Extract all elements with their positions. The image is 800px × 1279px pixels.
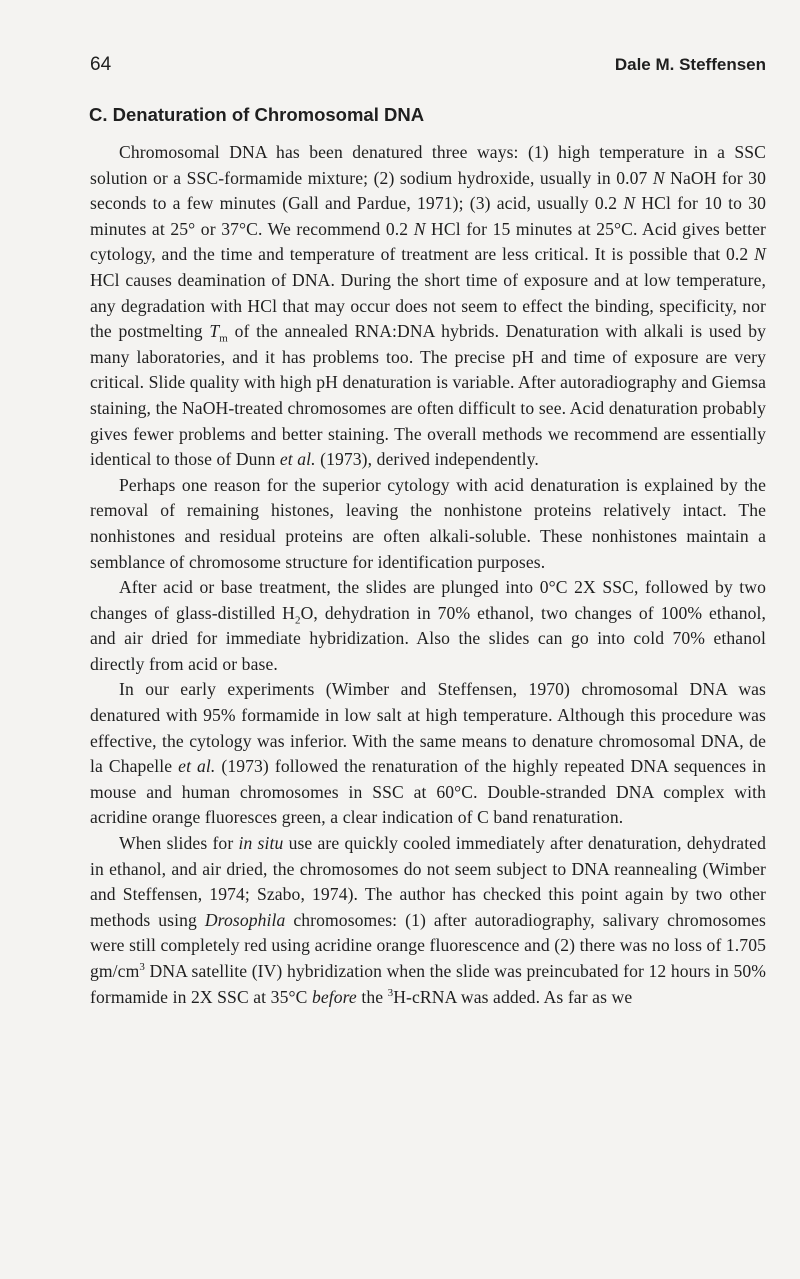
page-number: 64 [90, 54, 112, 75]
body-text [90, 140, 766, 1010]
running-author: Dale M. Steffensen [614, 55, 766, 74]
document-page [90, 54, 766, 1010]
paragraph-early-experiments: In our early experiments (Wimber and Steffensen, 1970) chromosomal DNA was denatured with 95% formamide in low salt at high temperature. Although this procedure was effective, the cytology was inferior. With the same means to denature chromosomal DNA, de la Chapelle et al. (1973) followed the renaturation of the highly repeated DNA sequences in mouse and human chromosomes in SSC at 60°C. Double-stranded DNA complex with acridine orange fluoresces green, a clear indication of C band renaturation. [90, 679, 766, 828]
paragraph-cytology: Perhaps one reason for the superior cytology with acid denaturation is explained by the removal of remaining histones, leaving the nonhistone proteins relatively intact. The nonhistones and residual proteins are often alkali-soluble. These nonhistones maintain a semblance of chromosome structure for identification purposes. [90, 474, 766, 572]
paragraph-slide-treatment: After acid or base treatment, the slides are plunged into 0°C 2X SSC, followed by two changes of glass-distilled $H_2O$, dehydration in 70% ethanol, two changes of 100% ethanol, and air dried for immediate hybridization. Also the slides can go into cold 70% ethanol directly from acid or base. [90, 577, 766, 674]
paragraph-denaturation-methods: Chromosomal DNA has been denatured three ways: (1) high temperature in a SSC solution or a SSC-formamide mixture; (2) sodium hydroxide, usually in 0.07 N NaOH for 30 seconds to a few minutes (Gall and Pardue, 1971); (3) acid, usually 0.2 N HCl for 10 to 30 minutes at 25° or 37°C. We recommend 0.2 N HCl for 15 minutes at 25°C. Acid gives better cytology, and the time and temperature of treatment are less critical. It is possible that 0.2 N HCl causes deamination of DNA. During the short time of exposure and at low temperature, any degradation with HCl that may occur does not seem to effect the binding, specificity, nor the postmelting $T_m$ of the annealed RNA:DNA hybrids. Denaturation with alkali is used by many laboratories, and it has problems too. The precise pH and time of exposure are very critical. Slide quality with high pH denaturation is variable. After autoradiography and Giemsa staining, the NaOH-treated chromosomes are often difficult to see. Acid denaturation probably gives fewer problems and better staining. The overall methods we recommend are essentially identical to those of Dunn et al. (1973), derived independently. [90, 142, 766, 470]
paragraph-reannealing: When slides for in situ use are quickly cooled immediately after denaturation, dehydrated in ethanol, and air dried, the chromosomes do not seem subject to DNA reannealing (Wimber and Steffensen, 1974; Szabo, 1974). The author has checked this point again by two other methods using Drosophila chromosomes: (1) after autoradiography, salivary chromosomes were still completely red using acridine orange fluorescence and (2) there was no loss of 1.705 $gm/cm^3$ DNA satellite (IV) hybridization when the slide was preincubated for 12 hours in 50% formamide in 2X SSC at 35°C before the $^3$H-cRNA was added. As far as we [90, 833, 766, 1007]
section-heading: C. Denaturation of Chromosomal DNA [89, 104, 425, 125]
running-header [90, 54, 766, 90]
